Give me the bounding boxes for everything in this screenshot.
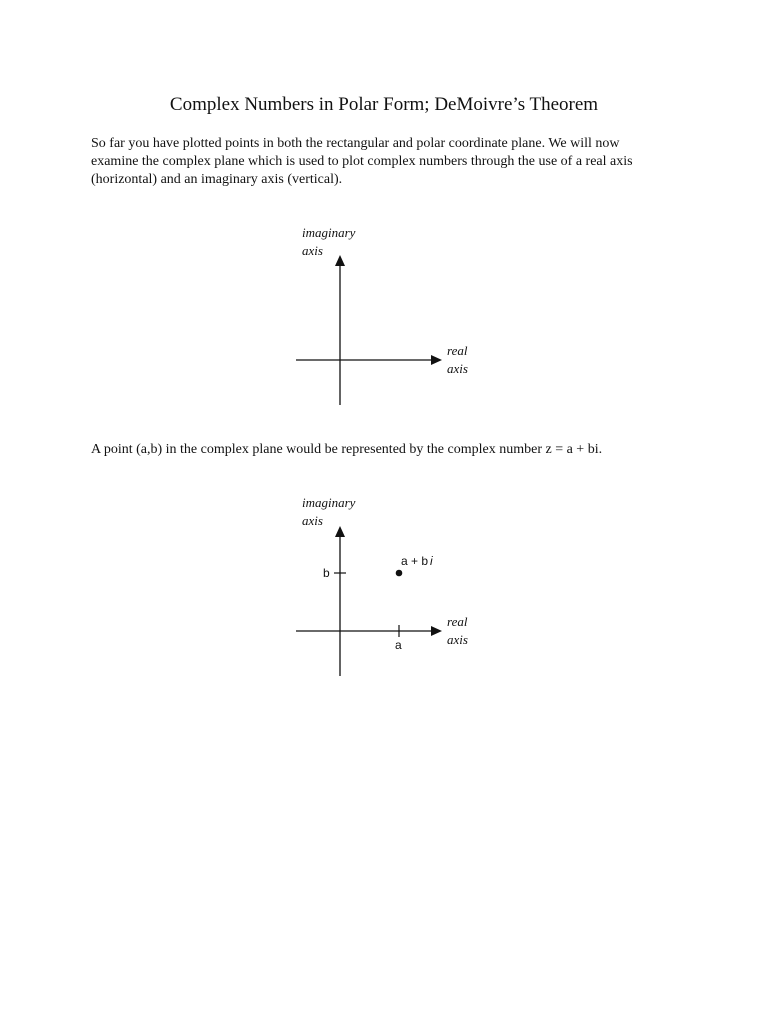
x-tick-label: a: [395, 638, 402, 652]
real-axis-label-line-1: real: [447, 343, 468, 358]
complex-point: [396, 570, 403, 577]
point-label-prefix: a + b: [401, 554, 429, 568]
imaginary-axis-arrowhead: [335, 255, 345, 266]
intro-line-1: So far you have plotted points in both the rectangular and polar coordinate plane. We will now: [91, 136, 620, 151]
complex-plane-diagram: [0, 215, 768, 415]
intro-line-3: (horizontal) and an imaginary axis (vertical).: [91, 172, 343, 187]
point-label-i: i: [430, 554, 433, 568]
intro-paragraph: [91, 135, 691, 189]
intro-line-2: examine the complex plane which is used to plot complex numbers through the use of a real axis: [91, 154, 633, 169]
imaginary-axis-label-line-1: imaginary: [302, 225, 356, 240]
imaginary-axis-arrowhead: [335, 526, 345, 537]
real-axis-arrowhead: [431, 626, 442, 636]
complex-point-diagram: [0, 485, 768, 685]
imaginary-axis-label-line-2: axis: [302, 243, 323, 258]
real-axis-label-line-2: axis: [447, 632, 468, 647]
point-sentence: A point (a,b) in the complex plane would be represented by the complex number z = a + bi.: [91, 442, 603, 457]
y-tick-label: b: [323, 566, 330, 580]
imaginary-axis-label-line-1: imaginary: [302, 495, 356, 510]
real-axis-label-line-2: axis: [447, 361, 468, 376]
real-axis-label-line-1: real: [447, 614, 468, 629]
imaginary-axis-label-line-2: axis: [302, 513, 323, 528]
point-label: [401, 554, 433, 568]
real-axis-arrowhead: [431, 355, 442, 365]
page-title: Complex Numbers in Polar Form; DeMoivre’s Theorem: [169, 94, 599, 115]
